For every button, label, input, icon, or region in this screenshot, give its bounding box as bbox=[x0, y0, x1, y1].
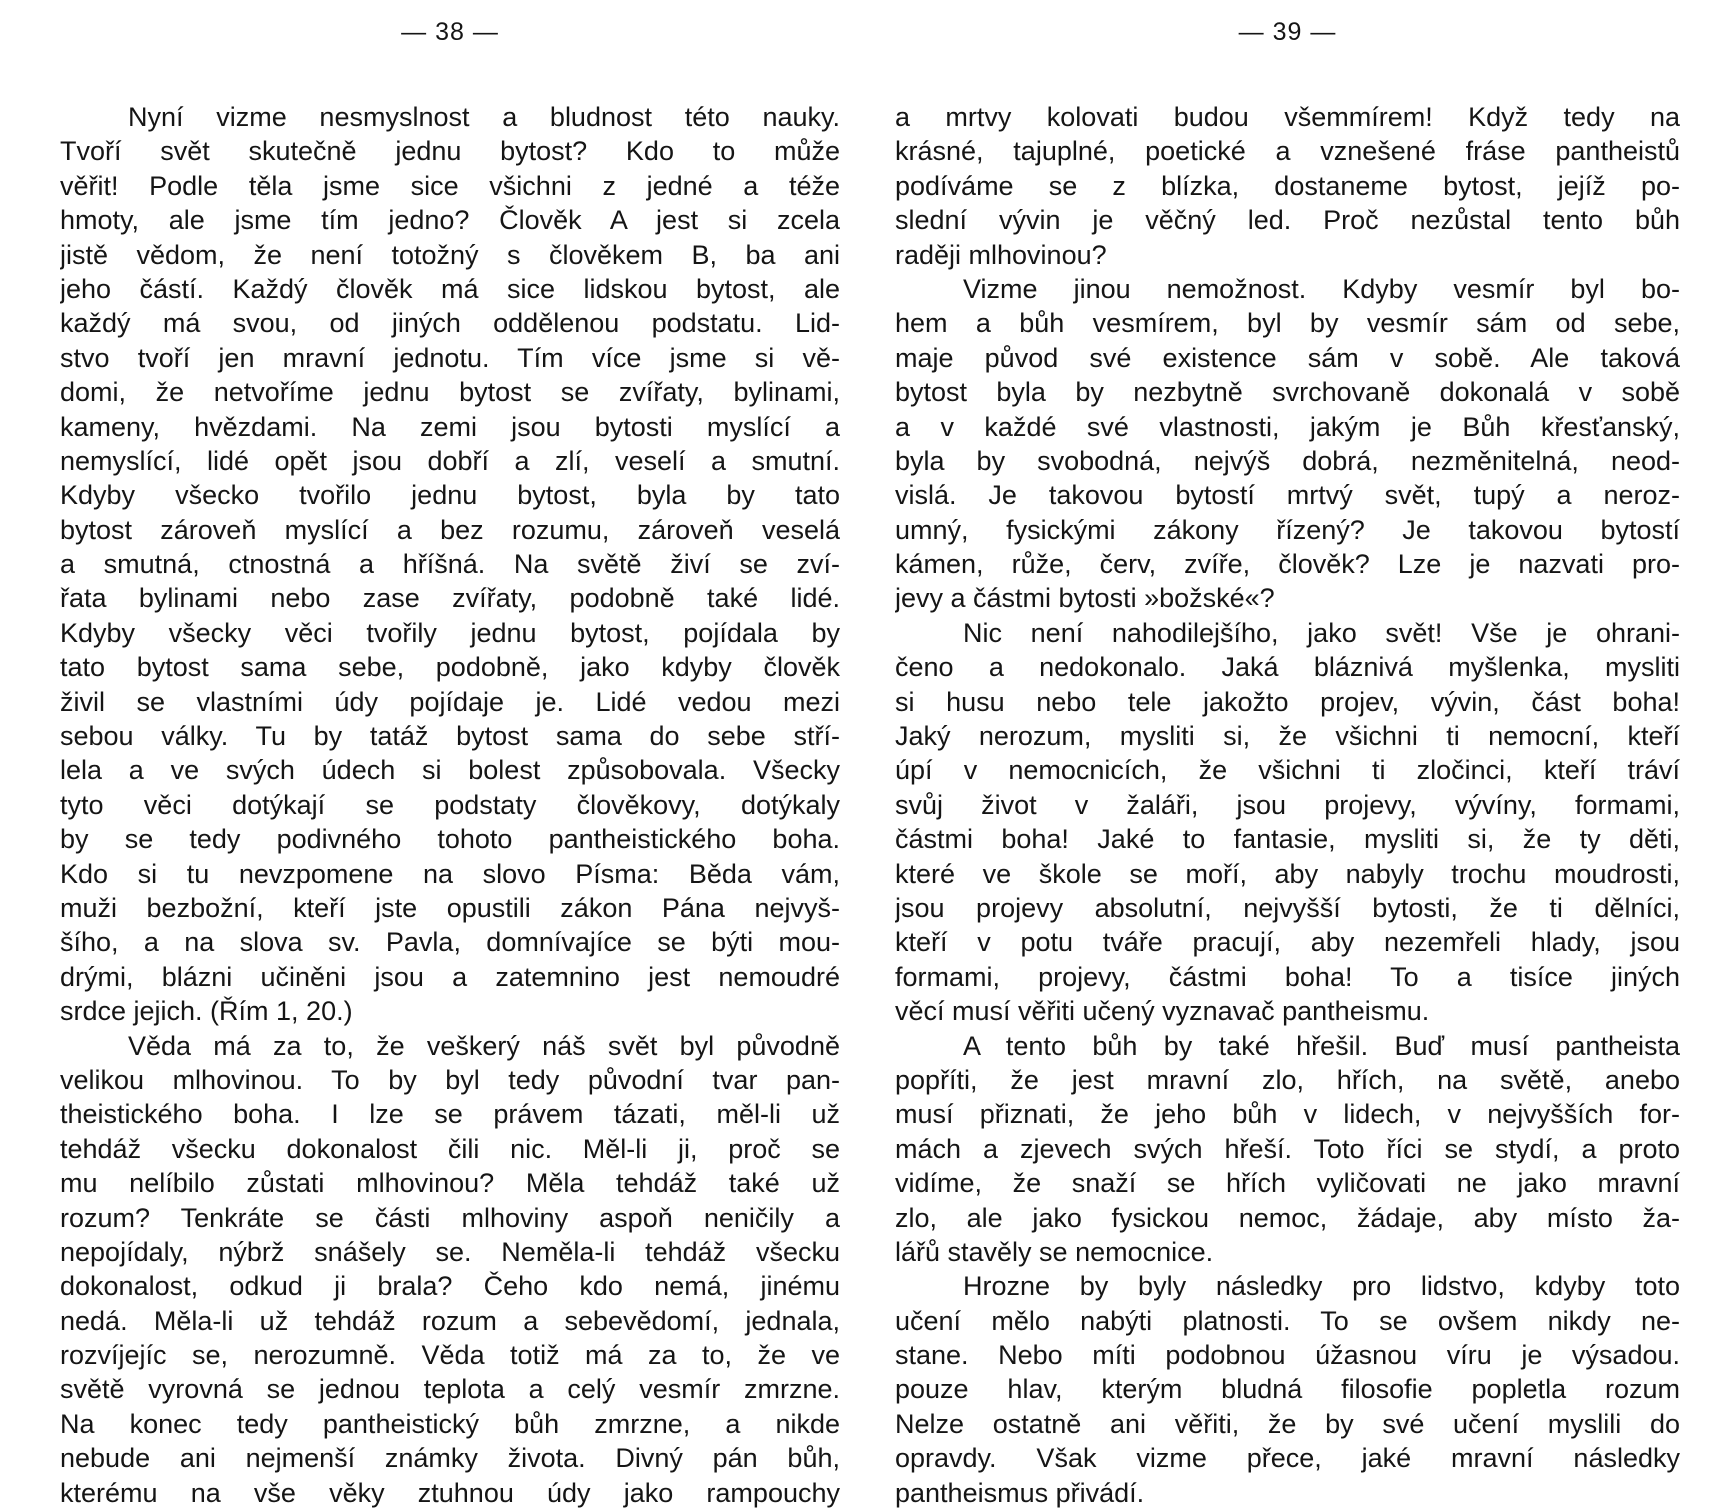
text-line: vidíme, že snaží se hřích vyličovati ne jako mravní bbox=[895, 1168, 1680, 1199]
page-body-text bbox=[895, 100, 1680, 1510]
text-line: každý má svou, od jiných oddělenou podstatu. Lid- bbox=[60, 308, 840, 339]
text-line: stvo tvoří jen mravní jednotu. Tím více jsme si vě- bbox=[60, 342, 840, 373]
text-line: Jaký nerozum, mysliti si, že všichni ti nemocní, kteří bbox=[895, 721, 1680, 752]
text-line: vislá. Je takovou bytostí mrtvý svět, tupý a neroz- bbox=[895, 480, 1680, 511]
text-line: úpí v nemocnicích, že všichni ti zločinci, kteří tráví bbox=[895, 755, 1680, 786]
text-line: krásné, tajuplné, poetické a vznešené fráse pantheistů bbox=[895, 136, 1680, 167]
text-line: tato bytost sama sebe, podobně, jako kdyby člověk bbox=[60, 652, 840, 683]
text-line: Nic není nahodilejšího, jako svět! Vše je ohrani- bbox=[963, 617, 1680, 648]
text-line: domi, že netvoříme jednu bytost se zvířaty, bylinami, bbox=[60, 377, 840, 408]
text-line: pantheismus přivádí. bbox=[895, 1477, 1145, 1508]
text-line: rozum? Tenkráte se části mlhoviny aspoň neničily a bbox=[60, 1202, 840, 1233]
text-line: jistě vědom, že není totožný s člověkem B, ba ani bbox=[60, 239, 840, 270]
text-line: Věda má za to, že veškerý náš svět byl původně bbox=[128, 1030, 840, 1061]
right-page bbox=[895, 0, 1680, 1508]
text-line: a mrtvy kolovati budou všemmírem! Když tedy na bbox=[895, 102, 1680, 132]
text-line: opravdy. Však vizme přece, jaké mravní následky bbox=[895, 1443, 1680, 1474]
text-line: slední vývin je věčný led. Proč nezůstal tento bůh bbox=[895, 205, 1680, 236]
text-line: jeho částí. Každý člověk má sice lidskou bytost, ale bbox=[60, 273, 840, 304]
text-line: lářů stavěly se nemocnice. bbox=[895, 1236, 1214, 1267]
left-page bbox=[60, 0, 840, 1508]
text-line: popříti, že jest mravní zlo, hřích, na světě, anebo bbox=[895, 1064, 1680, 1095]
text-line: zlo, ale jako fysickou nemoc, žádaje, aby místo ža- bbox=[895, 1202, 1680, 1233]
text-line: raději mlhovinou? bbox=[895, 239, 1107, 270]
text-line: nebude ani nejmenší známky života. Divný pán bůh, bbox=[60, 1443, 840, 1474]
text-line: živil se vlastními údy pojídaje je. Lidé vedou mezi bbox=[60, 686, 840, 717]
text-line: učení mělo nabýti platnosti. To se ovšem nikdy ne- bbox=[895, 1305, 1680, 1336]
text-line: Nelze ostatně ani věřiti, že by své učení myslili do bbox=[895, 1408, 1680, 1439]
text-line: nedá. Měla-li už tehdáž rozum a sebevědomí, jednala, bbox=[60, 1305, 840, 1336]
text-line: jevy a částmi bytosti »božské«? bbox=[895, 583, 1275, 614]
text-line: sebou války. Tu by tatáž bytost sama do sebe stří- bbox=[60, 721, 840, 752]
text-line: mu nelíbilo zůstati mlhovinou? Měla tehdáž také už bbox=[60, 1168, 840, 1199]
text-line: stane. Nebo míti podobnou úžasnou víru je výsadou. bbox=[895, 1340, 1680, 1371]
text-line: kteří v potu tváře pracují, aby nezemřeli hlady, jsou bbox=[895, 927, 1680, 958]
text-line: muži bezbožní, kteří jste opustili zákon Pána nejvyš- bbox=[60, 892, 840, 923]
text-line: srdce jejich. (Řím 1, 20.) bbox=[60, 996, 353, 1027]
text-line: bytost byla by nezbytně svrchovaně dokonalá v sobě bbox=[895, 377, 1680, 408]
text-line: musí přiznati, že jeho bůh v lidech, v nejvyšších for- bbox=[895, 1099, 1680, 1130]
text-line: Kdo si tu nevzpomene na slovo Písma: Běda vám, bbox=[60, 858, 840, 889]
text-line: rozvíjejíc se, nerozumně. Věda totiž má za to, že ve bbox=[60, 1340, 840, 1371]
text-line: Tvoří svět skutečně jednu bytost? Kdo to může bbox=[60, 136, 840, 167]
text-line: Hrozne by byly následky pro lidstvo, kdyby toto bbox=[963, 1271, 1680, 1302]
text-line: maje původ své existence sám v sobě. Ale taková bbox=[895, 342, 1680, 373]
text-line: by se tedy podivného tohoto pantheistického boha. bbox=[60, 824, 840, 855]
text-line: tyto věci dotýkají se podstaty člověkovy, dotýkaly bbox=[60, 789, 840, 820]
text-line: A tento bůh by také hřešil. Buď musí pantheista bbox=[963, 1030, 1680, 1061]
page-number: — 38 — bbox=[401, 18, 499, 46]
text-line: jsou projevy absolutní, nejvyšší bytosti, že ti dělníci, bbox=[895, 892, 1680, 923]
text-line: částmi boha! Jaké to fantasie, mysliti si, že ty děti, bbox=[895, 824, 1680, 855]
text-line: kterému na vše věky ztuhnou údy jako rampouchy bbox=[60, 1477, 840, 1508]
text-line: kámen, růže, červ, zvíře, člověk? Lze je nazvati pro- bbox=[895, 549, 1680, 580]
text-line: hem a bůh vesmírem, byl by vesmír sám od sebe, bbox=[895, 308, 1680, 339]
text-line: Na konec tedy pantheistický bůh zmrzne, a nikde bbox=[60, 1408, 840, 1439]
text-line: kameny, hvězdami. Na zemi jsou bytosti myslící a bbox=[60, 411, 840, 442]
text-line: nemyslící, lidé opět jsou dobří a zlí, veselí a smutní. bbox=[60, 445, 840, 476]
text-line: dokonalost, odkud ji brala? Čeho kdo nemá, jinému bbox=[60, 1271, 840, 1302]
text-line: věcí musí věřiti učený vyznavač pantheismu. bbox=[895, 996, 1430, 1027]
text-line: které ve škole se moří, aby nabyly trochu moudrosti, bbox=[895, 858, 1680, 889]
text-line: lela a ve svých údech si bolest způsobovala. Všecky bbox=[60, 755, 840, 786]
text-line: šího, a na slova sv. Pavla, domnívajíce se býti mou- bbox=[60, 927, 840, 958]
text-line: věřit! Podle těla jsme sice všichni z jedné a téže bbox=[60, 170, 840, 201]
text-line: drými, blázni učiněni jsou a zatemnino jest nemoudré bbox=[60, 961, 840, 992]
text-line: světě vyrovná se jednou teplota a celý vesmír zmrzne. bbox=[60, 1374, 840, 1405]
text-line: nepojídaly, nýbrž snášely se. Neměla-li tehdáž všecku bbox=[60, 1236, 840, 1267]
text-line: svůj život v žaláři, jsou projevy, vývíny, formami, bbox=[895, 789, 1680, 820]
text-line: velikou mlhovinou. To by byl tedy původní tvar pan- bbox=[60, 1064, 840, 1095]
text-line: řata bylinami nebo zase zvířaty, podobně také lidé. bbox=[60, 583, 840, 614]
text-line: bytost zároveň myslící a bez rozumu, zároveň veselá bbox=[60, 514, 840, 545]
text-line: a smutná, ctnostná a hříšná. Na světě živí se zví- bbox=[60, 549, 840, 580]
text-line: a v každé své vlastnosti, jakým je Bůh křesťanský, bbox=[895, 411, 1680, 442]
page-body-text bbox=[60, 100, 840, 1510]
text-line: Kdyby všecky věci tvořily jednu bytost, pojídala by bbox=[60, 617, 840, 648]
text-line: Kdyby všecko tvořilo jednu bytost, byla by tato bbox=[60, 480, 840, 511]
text-line: tehdáž všecku dokonalost čili nic. Měl-li ji, proč se bbox=[60, 1133, 840, 1164]
text-line: Vizme jinou nemožnost. Kdyby vesmír byl bo- bbox=[963, 273, 1680, 304]
text-line: mách a zjevech svých hřeší. Toto říci se stydí, a proto bbox=[895, 1133, 1680, 1164]
text-line: theistického boha. I lze se právem tázati, měl-li už bbox=[60, 1099, 840, 1130]
text-line: byla by svobodná, nejvýš dobrá, nezměnitelná, neod- bbox=[895, 445, 1680, 476]
page-number: — 39 — bbox=[1238, 18, 1337, 46]
text-line: hmoty, ale jsme tím jedno? Člověk A jest si zcela bbox=[60, 205, 840, 236]
text-line: čeno a nedokonalo. Jaká bláznivá myšlenka, mysliti bbox=[895, 652, 1680, 683]
text-line: pouze hlav, kterým bludná filosofie popletla rozum bbox=[895, 1374, 1680, 1405]
text-line: si husu nebo tele jakožto projev, vývin, část boha! bbox=[895, 686, 1680, 717]
text-line: podíváme se z blízka, dostaneme bytost, jejíž po- bbox=[895, 170, 1680, 201]
text-line: Nyní vizme nesmyslnost a bludnost této nauky. bbox=[128, 102, 840, 132]
text-line: formami, projevy, částmi boha! To a tisíce jiných bbox=[895, 961, 1680, 992]
text-line: umný, fysickými zákony řízený? Je takovou bytostí bbox=[895, 514, 1680, 545]
